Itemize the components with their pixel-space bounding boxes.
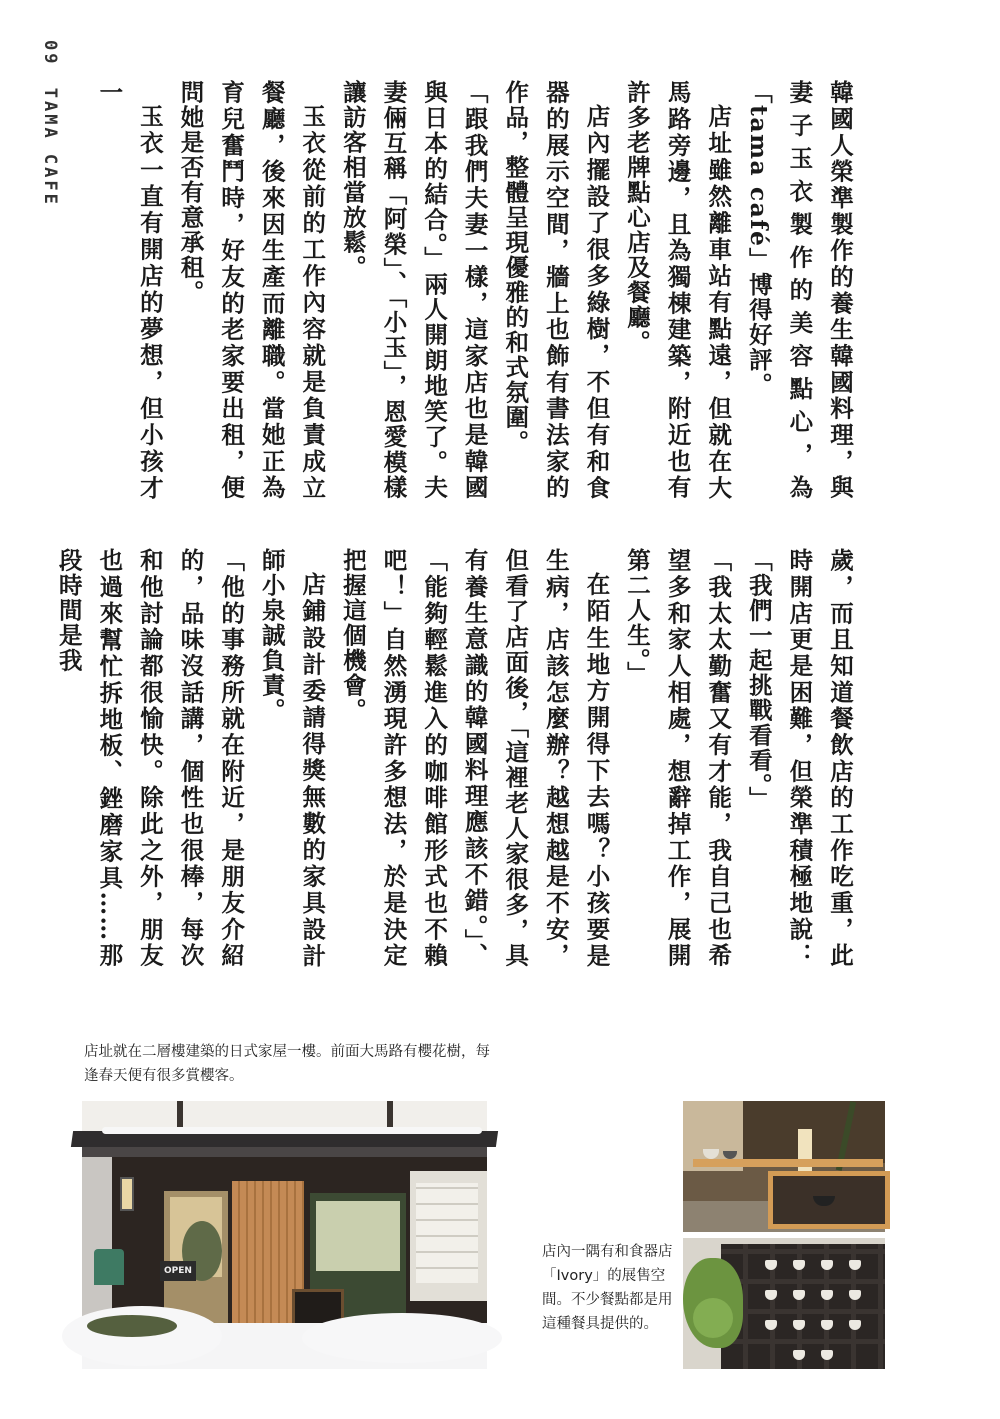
paragraph: 玉衣從前的工作內容就是負責成立餐廳，後來因生產而離職。當她正為育兒奮鬥時，好友的老家要出租，便問她是否有意承租。 — [176, 80, 327, 500]
paragraph: 歲，而且知道餐飲店的工作吃重，此時開店更是困難，但榮準積極地說：「我們一起挑戰看看。」 — [744, 548, 854, 968]
paragraph: 在陌生地方開得下去嗎？小孩要是生病，店該怎麼辦？越想越是不安，但看了店面後，「這裡老人家很多，具有養生意識的韓國料理應該不錯。」、「能夠輕鬆進入的咖啡館形式也不賴吧！」自然湧現許多想法，於是決定把握這個機會。 — [338, 548, 611, 968]
paragraph: 「我太太勤奮又有才能，我自己也希望多和家人相處，想辭掉工作，展開第二人生。」 — [623, 548, 733, 968]
open-sign: OPEN — [160, 1261, 196, 1281]
photo-mailbox — [94, 1249, 124, 1285]
photo-window-light — [316, 1201, 400, 1271]
photo-shoji-grid — [416, 1183, 478, 1283]
photo-eave — [82, 1147, 487, 1157]
photo-shrub — [87, 1315, 177, 1337]
photo-leaf — [693, 1298, 733, 1338]
tableware-cabinet-photo — [683, 1238, 885, 1369]
page-number: 09 — [40, 40, 60, 67]
paragraph: 店內擺設了很多綠樹，不但有和食器的展示空間，牆上也飾有書法家的作品，整體呈現優雅的和式氛圍。 — [501, 80, 611, 500]
interior-shelf-photo — [683, 1101, 885, 1232]
paragraph: 韓國人榮準製作的養生韓國料理，與妻子玉衣製作的美容點心，為「tama café」博得好評。 — [744, 80, 854, 500]
paragraph: 店址雖然離車站有點遠，但就在大馬路旁邊，且為獨棟建築，附近也有許多老牌點心店及餐廳。 — [623, 80, 733, 500]
section-title: TAMA CAFE — [40, 87, 60, 207]
storefront-caption: 店址就在二層樓建築的日式家屋一樓。前面大馬路有櫻花樹，每逢春天便有很多賞櫻客。 — [84, 1044, 490, 1084]
photo-lamp — [120, 1177, 134, 1211]
paragraph: 「他的事務所就在附近，是朋友介紹的，品味沒話講，個性也很棒，每次和他討論都很愉快。除此之外，朋友也過來幫忙拆地板、銼磨家具……那段時間是我 — [54, 548, 246, 968]
article-column-bottom — [54, 548, 860, 968]
paragraph: 店鋪設計委請得獎無數的家具設計師小泉誠負責。 — [257, 548, 327, 968]
article-column-top — [95, 80, 860, 500]
photo-shelf — [693, 1159, 883, 1167]
running-head — [10, 40, 60, 280]
paragraph: 「跟我們夫妻一樣，這家店也是韓國與日本的結合。」兩人開朗地笑了。夫妻倆互稱「阿榮」、「小玉」，恩愛模樣讓訪客相當放鬆。 — [338, 80, 489, 500]
tableware-caption: 店內一隅有和食器店「Ivory」的展售空間。不少餐點都是用這種餐具提供的。 — [542, 1244, 673, 1332]
photo-roof-snow — [102, 1127, 482, 1134]
paragraph: 玉衣一直有開店的夢想，但小孩才一 — [95, 80, 164, 500]
photo-snow-mound — [302, 1313, 502, 1363]
storefront-photo — [82, 1101, 487, 1369]
